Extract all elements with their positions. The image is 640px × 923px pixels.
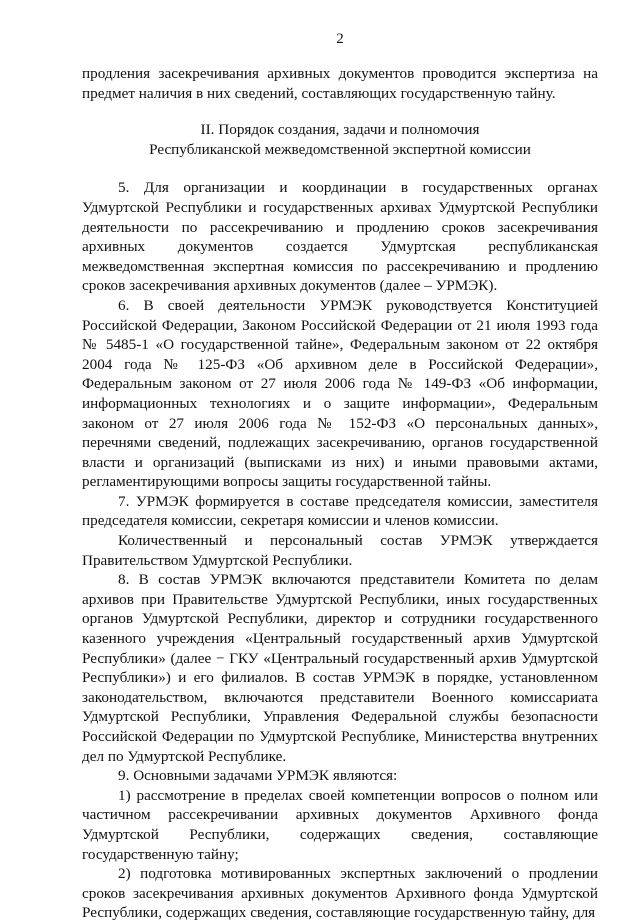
paragraph-5: 5. Для организации и координации в государственных органах Удмуртской Республики и государственных архивах Удмуртской Республики деятельности по рассекречиванию и продлению сроков засекречивания архивных документов создается Удмуртская республиканская межведомственная экспертная комиссия по рассекречиванию и продлению сроков засекречивания архивных документов (далее – УРМЭК). <box>82 179 598 295</box>
intro-paragraph: продления засекречивания архивных документов проводится экспертиза на предмет наличия в них сведений, составляющих государственную тайну. <box>82 65 598 102</box>
section-title <box>82 120 598 159</box>
paragraph-8: 8. В состав УРМЭК включаются представители Комитета по делам архивов при Правительстве Удмуртской Республики, иных государственных органов Удмуртской Республики, директор и сотрудники государственного казенного учреждения «Центральный государственный архив Удмуртской Республики» (далее − ГКУ «Центральный государственный архив Удмуртской Республики») и его филиалов. В состав УРМЭК в порядке, установленном законодательством, включаются представители Военного комиссариата Удмуртской Республики, Управления Федеральной службы безопасности Российской Федерации по Удмуртской Республике, Министерства внутренних дел по Удмуртской Республике. <box>82 571 598 765</box>
paragraph-9-item-2: 2) подготовка мотивированных экспертных заключений о продлении сроков засекречивания архивных документов Архивного фонда Удмуртской Республики, содержащих сведения, составляющие государственную тайну, для <box>82 865 598 922</box>
paragraph-9-item-1: 1) рассмотрение в пределах своей компетенции вопросов о полном или частичном рассекречивании архивных документов Архивного фонда Удмуртской Республики, содержащих сведения, составляющие государственную тайну; <box>82 786 598 863</box>
page-number: 2 <box>336 31 344 47</box>
paragraph-7-composition: Количественный и персональный состав УРМЭК утверждается Правительством Удмуртской Республики. <box>82 532 598 569</box>
document-page <box>82 30 598 923</box>
paragraph-7: 7. УРМЭК формируется в составе председателя комиссии, заместителя председателя комиссии, секретаря комиссии и членов комиссии. <box>82 492 598 530</box>
paragraph-9: 9. Основными задачами УРМЭК являются: <box>118 767 398 785</box>
section-title-line-1: II. Порядок создания, задачи и полномочия <box>200 121 480 139</box>
section-title-line-2: Республиканской межведомственной экспертной комиссии <box>149 140 531 158</box>
paragraph-6: 6. В своей деятельности УРМЭК руководствуется Конституцией Российской Федерации, Законом Российской Федерации от 21 июля 1993 года № 5485-1 «О государственной тайне», Федеральным законом от 22 октября 2004 года № 125-ФЗ «Об архивном деле в Российской Федерации», Федеральным законом от 27 июля 2006 года № 149-ФЗ «Об информации, информационных технологиях и о защите информации», Федеральным законом от 27 июля 2006 года № 152-ФЗ «О персональных данных», перечнями сведений, подлежащих засекречиванию, органов государственной власти и организаций (выписками из них) и иными правовыми актами, регламентирующими вопросы защиты государственной тайны. <box>82 296 598 491</box>
